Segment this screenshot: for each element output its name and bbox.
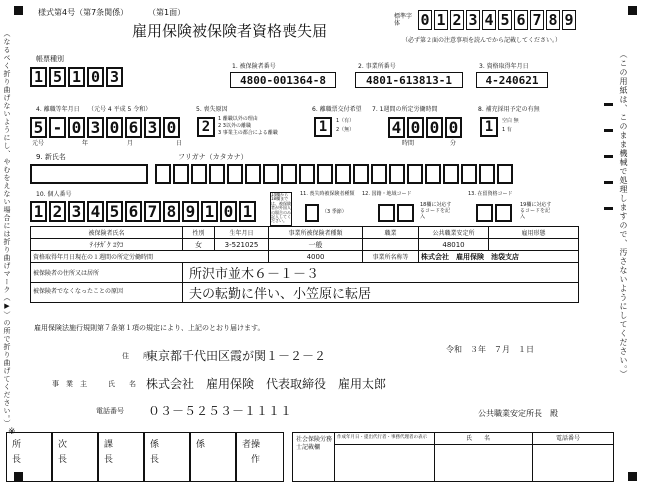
personal-digit-box[interactable]: 1 bbox=[239, 201, 256, 222]
acquired-field[interactable]: 4-240621 bbox=[476, 72, 548, 88]
sr-header-2: 氏 名 bbox=[466, 435, 491, 442]
sample-digit-box[interactable]: 8 bbox=[546, 10, 560, 30]
table-cell: 3-521025 bbox=[215, 239, 269, 251]
cert-opt-2: 2（無） bbox=[336, 127, 355, 133]
newname-label: 9. 新氏名 bbox=[36, 153, 66, 161]
left-margin-note: （なるべく折り曲げないようにし、やむをえない場合には折り曲げマーク（▶）の所で折り曲げてください。） bbox=[3, 30, 11, 428]
sr-header-line bbox=[334, 444, 614, 445]
approval-cell bbox=[190, 432, 236, 482]
cause-opt-2: 2 3以外の離職 bbox=[218, 123, 251, 129]
plan-field[interactable]: 1 bbox=[480, 117, 498, 137]
loss-date-digits bbox=[30, 117, 182, 138]
address-label: 住 所 bbox=[122, 352, 150, 360]
approval-label: 課長 bbox=[102, 439, 112, 469]
corner-mark-tl bbox=[14, 6, 23, 15]
kana-box[interactable] bbox=[155, 164, 171, 184]
f12-note: 18欄に対応するコードを記入 bbox=[420, 202, 452, 220]
kana-box[interactable] bbox=[281, 164, 297, 184]
personal-digit-box[interactable]: 9 bbox=[182, 201, 199, 222]
kana-boxes bbox=[155, 164, 515, 184]
foreigner-note: 14欄から18欄までは、被保険者が外国人の場合のみ記入してください。 bbox=[270, 192, 292, 226]
sample-label: 標準字体 bbox=[394, 13, 413, 28]
hours-unit-h: 時間 bbox=[402, 140, 415, 147]
kana-box[interactable] bbox=[497, 164, 513, 184]
hours-digits bbox=[388, 117, 464, 138]
approval-label: 係長 bbox=[148, 439, 158, 469]
table-cell: 48010 bbox=[419, 239, 489, 251]
right-margin-note: （この用紙は、このまま機械で処理しますので、汚さないようにしてください。） bbox=[619, 50, 628, 379]
approval-cell bbox=[144, 432, 190, 482]
name-label: 氏 名 bbox=[108, 380, 136, 388]
loss-date-digit-box[interactable]: 0 bbox=[163, 117, 180, 138]
table-cell: 資格取得年月日現在の１週間の所定労働時間 bbox=[31, 251, 269, 263]
sample-digit-box[interactable]: 5 bbox=[498, 10, 512, 30]
header-note: （必ず第２面の注意事項を読んでから記載してください。） bbox=[402, 37, 562, 44]
plan-opt-2: 1 有 bbox=[502, 127, 512, 133]
cert-field[interactable]: 1 bbox=[314, 117, 332, 137]
kana-box[interactable] bbox=[209, 164, 225, 184]
office-no-field[interactable]: 4801-613813-1 bbox=[355, 72, 463, 88]
cert-label: 6. 離職票交付希望 bbox=[312, 106, 362, 113]
table-cell: 被保険者でなくなったことの原因 bbox=[31, 283, 183, 303]
kana-label: フリガナ（カタカナ） bbox=[178, 153, 248, 161]
owner-tel: ０３－５２５３－１１１１ bbox=[148, 404, 293, 418]
table-header: 被保険者氏名 bbox=[31, 227, 183, 239]
sr-divider bbox=[434, 432, 435, 482]
owner-address: 東京都千代田区霞が関１－２－２ bbox=[146, 349, 327, 363]
hours-digit-box[interactable]: 0 bbox=[445, 117, 462, 138]
sample-digit-box[interactable]: 9 bbox=[562, 10, 576, 30]
personal-digit-box[interactable]: 3 bbox=[68, 201, 85, 222]
reason-value: 夫の転勤に伴い、小笠原に転居 bbox=[183, 283, 579, 303]
loss-date-label: 4. 離職等年月日 bbox=[36, 106, 80, 113]
sr-label: 社会保険労務士記載欄 bbox=[296, 436, 333, 452]
plan-opt-1: 空白 無 bbox=[502, 118, 519, 124]
hours-digit-box[interactable]: 0 bbox=[426, 117, 443, 138]
sample-digit-box[interactable]: 1 bbox=[434, 10, 448, 30]
table-cell: 被保険者の住所又は居所 bbox=[31, 263, 183, 283]
timing-mark bbox=[604, 155, 613, 158]
submit-date: 令和 ３年 ７月 １日 bbox=[446, 345, 534, 354]
personal-digit-box[interactable]: 4 bbox=[87, 201, 104, 222]
table-cell: ﾃｲﾁｶﾞｸ ﾕｳｺ bbox=[31, 239, 183, 251]
info-table bbox=[30, 226, 579, 303]
hours-digit-box[interactable]: 0 bbox=[407, 117, 424, 138]
loss-unit-era: 元号 bbox=[32, 140, 45, 147]
approval-cell bbox=[52, 432, 98, 482]
kana-box[interactable] bbox=[317, 164, 333, 184]
kana-box[interactable] bbox=[245, 164, 261, 184]
status-code-box[interactable] bbox=[476, 204, 493, 222]
f11-note: （3 季節） bbox=[322, 209, 347, 215]
kana-box[interactable] bbox=[263, 164, 279, 184]
office-no-label: 2. 事業所番号 bbox=[358, 63, 396, 70]
plan-label: 8. 補充採用予定の有無 bbox=[478, 106, 540, 113]
personal-digit-box[interactable]: 6 bbox=[125, 201, 142, 222]
approval-cell bbox=[6, 432, 52, 482]
approval-cell bbox=[98, 432, 144, 482]
personal-digit-box[interactable]: 1 bbox=[201, 201, 218, 222]
cause-field[interactable]: 2 bbox=[197, 117, 215, 137]
stamp-mark: ※ bbox=[8, 427, 16, 437]
kana-box[interactable] bbox=[371, 164, 387, 184]
loss-date-digit-box[interactable]: 3 bbox=[144, 117, 161, 138]
slip-label: 帳票種別 bbox=[36, 55, 64, 63]
slip-digit-box[interactable]: 3 bbox=[106, 67, 123, 87]
sr-divider bbox=[334, 432, 335, 482]
kana-box[interactable] bbox=[479, 164, 495, 184]
personal-digit-box[interactable]: 0 bbox=[220, 201, 237, 222]
personal-digit-box[interactable]: 7 bbox=[144, 201, 161, 222]
table-cell: 一般 bbox=[269, 239, 363, 251]
slip-digit-box[interactable]: 1 bbox=[68, 67, 85, 87]
sr-header-1: 作成年月日・提出代行者・事務代理者の表示 bbox=[337, 435, 427, 440]
slip-digits bbox=[30, 67, 125, 87]
loss-date-digit-box[interactable]: 0 bbox=[68, 117, 85, 138]
page-title: 雇用保険被保険者資格喪失届 bbox=[132, 22, 328, 40]
corner-mark-tr bbox=[628, 6, 637, 15]
sample-digit-box[interactable]: 6 bbox=[514, 10, 528, 30]
cause-opt-3: 3 事業主の都合による離職 bbox=[218, 130, 278, 136]
page-side: （第1面） bbox=[148, 8, 186, 17]
f13-note: 19欄に対応するコードを記入 bbox=[520, 202, 552, 220]
loss-date-digit-box[interactable]: 3 bbox=[87, 117, 104, 138]
table-header: 事業所被保険者種類 bbox=[269, 227, 363, 239]
personal-digits bbox=[30, 201, 258, 222]
sample-digit-box[interactable]: 2 bbox=[450, 10, 464, 30]
kana-box[interactable] bbox=[227, 164, 243, 184]
kana-box[interactable] bbox=[461, 164, 477, 184]
law-text: 雇用保険法施行規則第７条第１項の規定により、上記のとおり届けます。 bbox=[34, 324, 265, 332]
approval-label: 次長 bbox=[56, 439, 66, 469]
kana-box[interactable] bbox=[173, 164, 189, 184]
loss-unit-day: 日 bbox=[176, 140, 183, 147]
cause-label: 5. 喪失原因 bbox=[196, 106, 228, 113]
kana-box[interactable] bbox=[389, 164, 405, 184]
table-cell bbox=[363, 239, 419, 251]
table-header: 性別 bbox=[183, 227, 215, 239]
kana-box[interactable] bbox=[335, 164, 351, 184]
slip-digit-box[interactable]: 1 bbox=[30, 67, 47, 87]
f11-label: 11. 喪失時被保険者種類 bbox=[300, 191, 355, 197]
table-header: 公共職業安定所 bbox=[419, 227, 489, 239]
table-header: 生年月日 bbox=[215, 227, 269, 239]
owner-name: 株式会社 雇用保険 代表取締役 雇用太郎 bbox=[146, 377, 387, 391]
kana-box[interactable] bbox=[425, 164, 441, 184]
hours-digit-box[interactable]: 4 bbox=[388, 117, 405, 138]
insured-no-field[interactable]: 4800-001364-8 bbox=[230, 72, 336, 88]
acquired-label: 3. 資格取得年月日 bbox=[479, 63, 529, 70]
loss-unit-year: 年 bbox=[82, 140, 89, 147]
sr-divider bbox=[532, 432, 533, 482]
hours-unit-m: 分 bbox=[450, 140, 457, 147]
table-header: 職業 bbox=[363, 227, 419, 239]
table-row bbox=[31, 239, 579, 251]
personal-label: 10. 個人番号 bbox=[36, 191, 72, 198]
form-number: 様式第4号（第7条関係） bbox=[38, 8, 129, 17]
loss-date-digit-box[interactable]: 6 bbox=[125, 117, 142, 138]
table-cell: 株式会社 雇用保険 池袋支店 bbox=[419, 251, 579, 263]
f13-boxes bbox=[476, 204, 514, 222]
personal-digit-box[interactable]: 8 bbox=[163, 201, 180, 222]
personal-digit-box[interactable]: 5 bbox=[106, 201, 123, 222]
table-header: 雇用形態 bbox=[489, 227, 579, 239]
status-code-box[interactable] bbox=[495, 204, 512, 222]
f13-label: 13. 在留資格コード bbox=[468, 191, 513, 197]
slip-digit-box[interactable]: 0 bbox=[87, 67, 104, 87]
f11-field[interactable] bbox=[305, 204, 319, 222]
kana-box[interactable] bbox=[299, 164, 315, 184]
addressee: 公共職業安定所長 殿 bbox=[478, 409, 558, 418]
timing-mark bbox=[604, 181, 613, 184]
personal-digit-box[interactable]: 2 bbox=[49, 201, 66, 222]
kana-box[interactable] bbox=[407, 164, 423, 184]
hours-label: 7. 1週間の所定労働時間 bbox=[372, 106, 438, 113]
timing-mark bbox=[604, 129, 613, 132]
slip-digit-box[interactable]: 5 bbox=[49, 67, 66, 87]
table-cell: 女 bbox=[183, 239, 215, 251]
personal-digit-box[interactable]: 1 bbox=[30, 201, 47, 222]
timing-mark bbox=[604, 103, 613, 106]
table-row bbox=[31, 251, 579, 263]
sr-header-3: 電話番号 bbox=[556, 435, 581, 442]
loss-date-era: （元号 4 平成 5 令和） bbox=[88, 106, 152, 113]
country-code-box[interactable] bbox=[378, 204, 395, 222]
kana-box[interactable] bbox=[443, 164, 459, 184]
sample-digit-box[interactable]: 3 bbox=[466, 10, 480, 30]
cause-opt-1: 1 離職以外の理由 bbox=[218, 116, 258, 122]
timing-mark bbox=[604, 207, 613, 210]
f12-label: 12. 国籍・地域コード bbox=[362, 191, 412, 197]
loss-date-digit-box[interactable]: 0 bbox=[106, 117, 123, 138]
kana-box[interactable] bbox=[353, 164, 369, 184]
kana-box[interactable] bbox=[191, 164, 207, 184]
sample-digit-box[interactable]: 7 bbox=[530, 10, 544, 30]
table-cell: 事業所名称等 bbox=[363, 251, 419, 263]
table-row bbox=[31, 227, 579, 239]
sample-digit-box[interactable]: 0 bbox=[418, 10, 432, 30]
approval-label: 所長 bbox=[10, 439, 20, 469]
table-cell bbox=[489, 239, 579, 251]
address-value: 所沢市並木６－１－３ bbox=[183, 263, 579, 283]
approval-label: 操作者 bbox=[240, 439, 259, 469]
sample-digit-box[interactable]: 4 bbox=[482, 10, 496, 30]
country-code-box[interactable] bbox=[397, 204, 414, 222]
tel-label: 電話番号 bbox=[96, 407, 124, 415]
approval-cell bbox=[236, 432, 284, 482]
table-row bbox=[31, 263, 579, 283]
newname-field[interactable] bbox=[30, 164, 148, 184]
corner-mark-br bbox=[628, 472, 637, 481]
insured-no-label: 1. 被保険者番号 bbox=[232, 63, 276, 70]
cert-opt-1: 1（有） bbox=[336, 118, 355, 124]
loss-date-digit-box[interactable]: 5 bbox=[30, 117, 47, 138]
loss-unit-month: 月 bbox=[127, 140, 134, 147]
loss-date-digit-box[interactable]: - bbox=[49, 117, 66, 138]
approval-label: 係 bbox=[194, 439, 204, 454]
f12-boxes bbox=[378, 204, 416, 222]
sample-digits bbox=[418, 10, 578, 30]
table-cell: 4000 bbox=[269, 251, 363, 263]
owner-label: 事 業 主 bbox=[52, 380, 87, 388]
table-row bbox=[31, 283, 579, 303]
